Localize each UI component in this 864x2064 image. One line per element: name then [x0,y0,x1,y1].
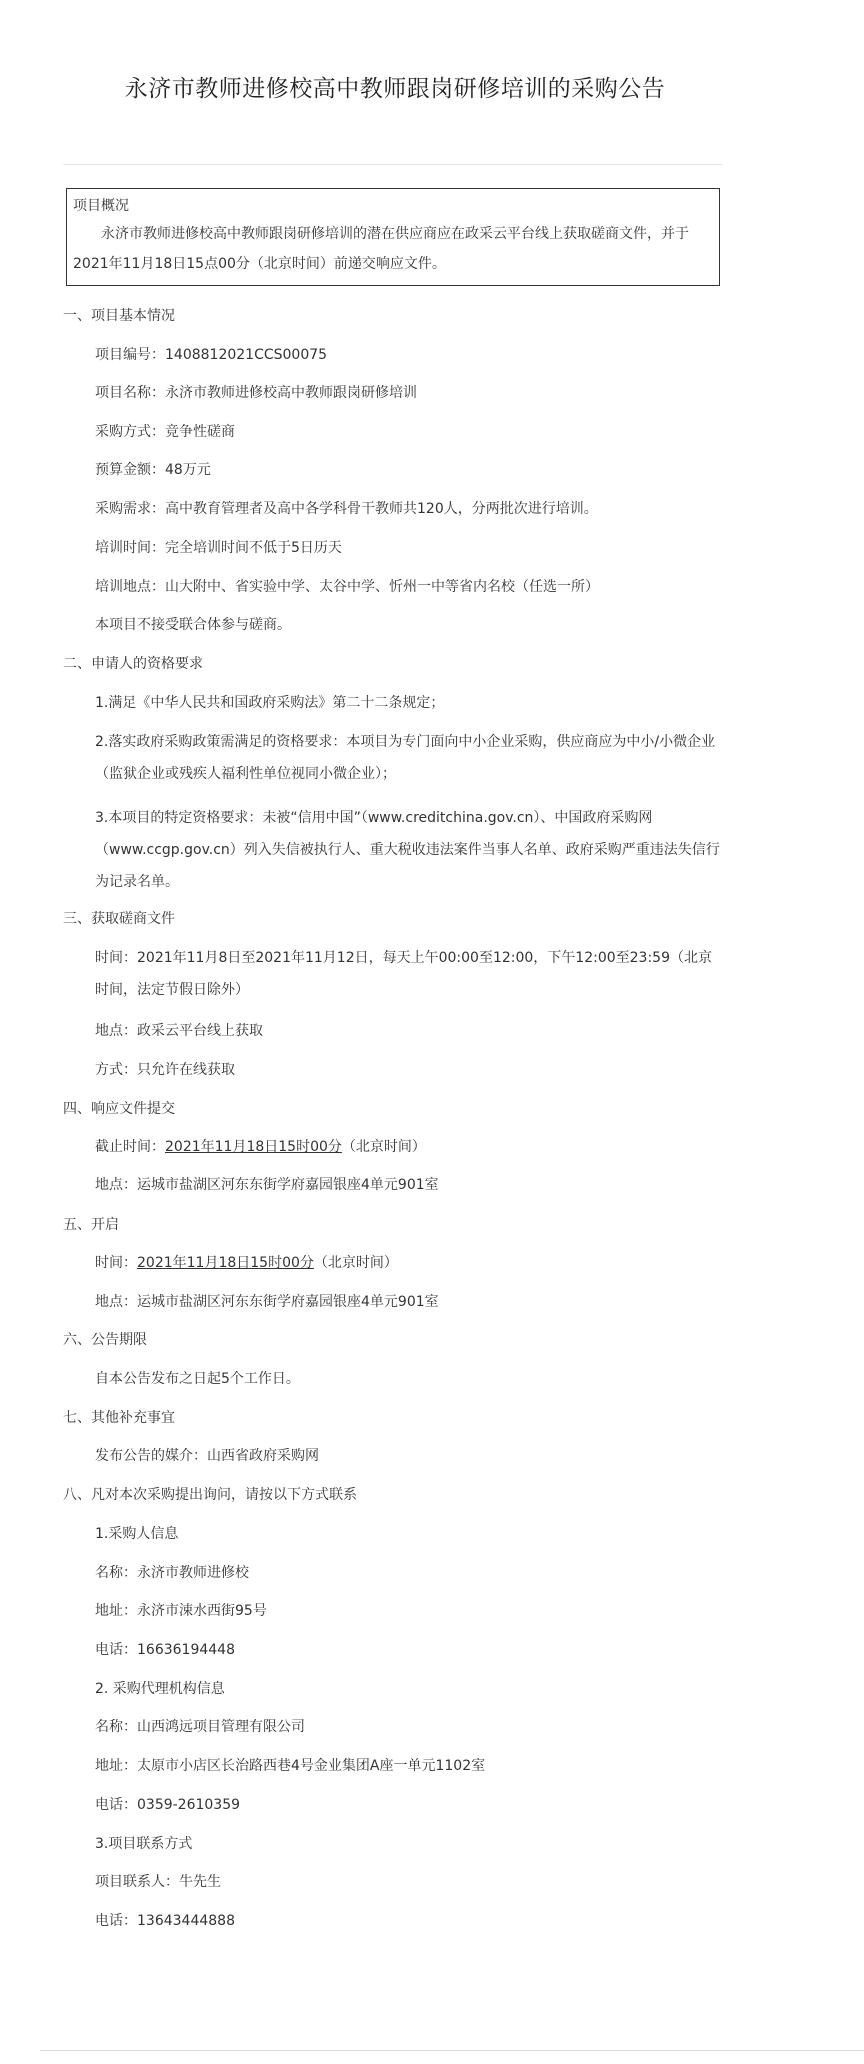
consortium-note: 本项目不接受联合体参与磋商。 [95,617,291,633]
contact-person: 项目联系人：牛先生 [95,1874,221,1890]
opening-time-label: 时间： [95,1255,137,1271]
page-title: 永济市教师进修校高中教师跟岗研修培训的采购公告 [124,76,666,102]
contact-heading: 3.项目联系方式 [95,1836,193,1852]
section-7-heading: 七、其他补充事宜 [63,1410,175,1426]
section-2-heading: 二、申请人的资格要求 [63,656,203,672]
submit-deadline [95,1137,426,1157]
purchaser-name: 名称：永济市教师进修校 [95,1565,249,1581]
purchaser-address: 地址：永济市涑水西街95号 [95,1603,267,1619]
requirement-3: 3.本项目的特定资格要求：未被“信用中国”（www.creditchina.gov.cn）、中国政府采购网（www.ccgp.gov.cn）列入失信被执行人、重大税收违法案件当事人名单、政府采购严重违法失信行为记录名单。 [95,810,720,890]
publish-media: 发布公告的媒介：山西省政府采购网 [95,1448,319,1464]
section-5-heading: 五、开启 [63,1217,119,1233]
acquire-time: 时间：2021年11月8日至2021年11月12日，每天上午00:00至12:00，下午12:00至23:59（北京时间，法定节假日除外） [95,950,712,998]
overview-text: 永济市教师进修校高中教师跟岗研修培训的潜在供应商应在政采云平台线上获取磋商文件，并于2021年11月18日15点00分（北京时间）前递交响应文件。 [73,226,689,272]
agency-phone: 电话：0359-2610359 [95,1797,241,1813]
agency-name: 名称：山西鸿远项目管理有限公司 [95,1719,305,1735]
section-8-heading: 八、凡对本次采购提出询问，请按以下方式联系 [63,1487,357,1503]
acquire-place: 地点：政采云平台线上获取 [95,1023,263,1039]
section-6-heading: 六、公告期限 [63,1332,147,1348]
section-4-heading: 四、响应文件提交 [63,1101,175,1117]
agency-address: 地址：太原市小店区长治路西巷4号金业集团A座一单元1102室 [95,1758,486,1774]
project-code: 项目编号：1408812021CCS00075 [95,347,328,363]
deadline-value: 2021年11月18日15时00分 [165,1139,342,1155]
project-name: 项目名称：永济市教师进修校高中教师跟岗研修培训 [95,385,417,401]
overview-heading: 项目概况 [73,198,129,214]
bottom-divider [40,2050,864,2051]
contact-phone: 电话：13643444888 [95,1913,235,1929]
training-time: 培训时间：完全培训时间不低于5日历天 [95,540,342,556]
submit-place: 地点：运城市盐湖区河东东街学府嘉园银座4单元901室 [95,1177,439,1193]
purchaser-heading: 1.采购人信息 [95,1526,179,1542]
agency-heading: 2. 采购代理机构信息 [95,1681,225,1697]
procurement-method: 采购方式：竞争性磋商 [95,424,235,440]
requirement-2: 2.落实政府采购政策需满足的资格要求：本项目为专门面向中小企业采购，供应商应为中小/小微企业（监狱企业或残疾人福利性单位视同小微企业）； [95,734,716,782]
opening-place: 地点：运城市盐湖区河东东街学府嘉园银座4单元901室 [95,1294,439,1310]
section-3-heading: 三、获取磋商文件 [63,911,175,927]
announcement-period: 自本公告发布之日起5个工作日。 [95,1371,300,1387]
opening-time [95,1253,398,1273]
opening-time-suffix: （北京时间） [313,1255,398,1271]
acquire-method: 方式：只允许在线获取 [95,1062,235,1078]
training-place: 培训地点：山大附中、省实验中学、太谷中学、忻州一中等省内名校（任选一所） [95,579,599,595]
opening-time-value: 2021年11月18日15时00分 [137,1255,314,1271]
deadline-label: 截止时间： [95,1139,165,1155]
procurement-demand: 采购需求：高中教育管理者及高中各学科骨干教师共120人，分两批次进行培训。 [95,501,598,517]
section-1-heading: 一、项目基本情况 [63,308,175,324]
overview-box [66,188,720,286]
requirement-1: 1.满足《中华人民共和国政府采购法》第二十二条规定； [95,695,445,711]
budget: 预算金额：48万元 [95,462,211,478]
deadline-suffix: （北京时间） [341,1139,426,1155]
divider [63,164,723,165]
purchaser-phone: 电话：16636194448 [95,1642,235,1658]
